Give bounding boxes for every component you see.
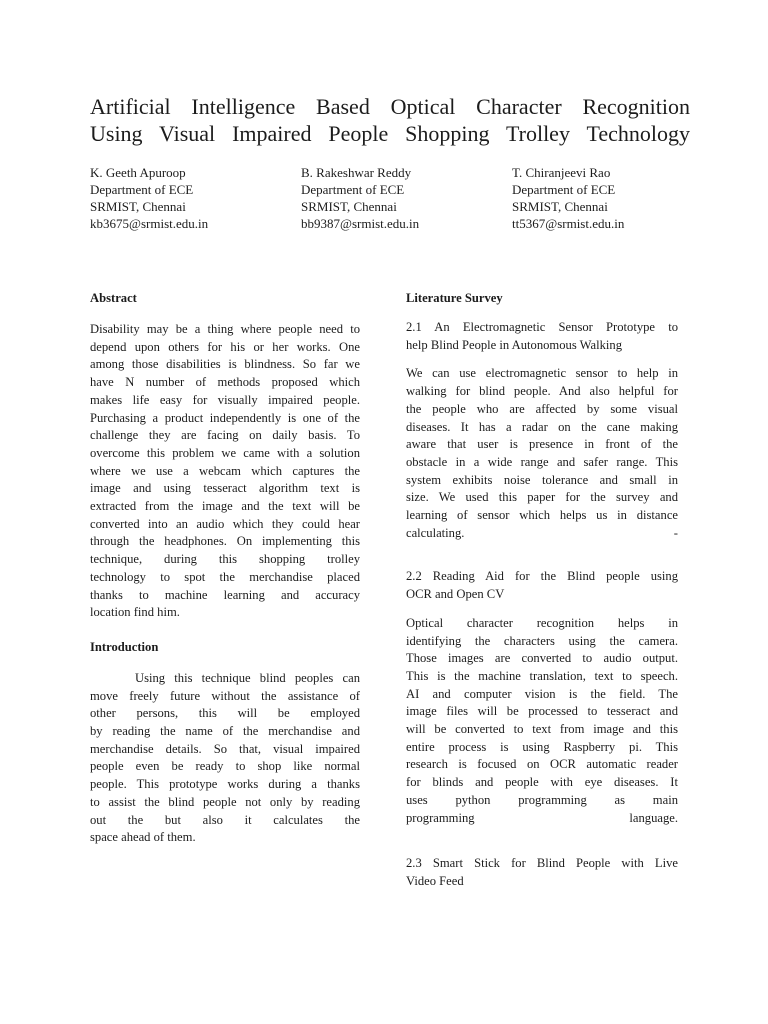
- author-name: K. Geeth Apuroop: [90, 165, 186, 180]
- abstract-heading: Abstract: [90, 291, 137, 305]
- introduction-line: to assist the blind people not only by reading: [90, 794, 360, 809]
- author-department: Department of ECE: [512, 182, 616, 197]
- introduction-line: people even be ready to shop like normal: [90, 759, 360, 774]
- section-line: walking for blind people. And also helpful for: [406, 384, 678, 399]
- section-title-line: Video Feed: [406, 873, 464, 888]
- author-institution: SRMIST, Chennai: [512, 199, 608, 214]
- introduction-heading: Introduction: [90, 639, 159, 654]
- abstract-line: depend upon others for his or her works. One: [90, 339, 360, 354]
- right-column: [406, 290, 678, 891]
- abstract-body: [90, 321, 360, 622]
- section-2-1-body: [406, 365, 678, 542]
- author-department: Department of ECE: [90, 182, 194, 197]
- author-3: [512, 164, 712, 232]
- section-line: entire process is using Raspberry pi. This: [406, 739, 678, 754]
- section-line: research is focused on OCR automatic reader: [406, 757, 678, 772]
- introduction-line: people. This prototype works during a thanks: [90, 777, 360, 792]
- section-line: Optical character recognition helps in: [406, 615, 678, 630]
- section-2-2-body: [406, 615, 678, 827]
- abstract-line: have N number of methods proposed which: [90, 375, 360, 390]
- introduction-line: other persons, this will be employed: [90, 706, 360, 721]
- author-email: bb9387@srmist.edu.in: [301, 216, 420, 231]
- author-name: B. Rakeshwar Reddy: [301, 165, 412, 180]
- section-line: size. We used this paper for the survey and: [406, 490, 678, 505]
- section-line: This is the machine translation, text to speech.: [406, 668, 678, 683]
- section-line: system exhibits noise tolerance and small in: [406, 472, 678, 487]
- section-line: diseases. It has a radar on the cane making: [406, 419, 678, 434]
- paper-title-line: Using Visual Impaired People Shopping Trolley Technology: [90, 121, 690, 146]
- introduction-line: move freely future without the assistance of: [90, 688, 360, 703]
- section-line: learning of sensor which helps us in distance: [406, 508, 678, 523]
- introduction-body: [90, 670, 360, 847]
- abstract-line: Disability may be a thing where people need to: [90, 322, 360, 336]
- introduction-line: Using this technique blind peoples can: [135, 670, 360, 685]
- literature-survey-heading: Literature Survey: [406, 291, 503, 305]
- introduction-line: out the but also it calculates the: [90, 812, 360, 827]
- section-2-1-title: [406, 319, 678, 354]
- paper-title-line: Artificial Intelligence Based Optical Character Recognition: [90, 94, 690, 119]
- author-institution: SRMIST, Chennai: [301, 199, 397, 214]
- section-line: aware that user is presence in front of the: [406, 437, 678, 452]
- introduction-line: by reading the name of the merchandise and: [90, 724, 360, 739]
- section-line: identifying the characters using the camera.: [406, 633, 678, 648]
- section-line: image files will be processed to tesseract and: [406, 704, 678, 719]
- author-name: T. Chiranjeevi Rao: [512, 165, 611, 180]
- author-department: Department of ECE: [301, 182, 405, 197]
- abstract-line: extracted from the image and the text will be: [90, 499, 360, 514]
- abstract-line: technology to spot the merchandise placed: [90, 569, 360, 584]
- section-title-line: help Blind People in Autonomous Walking: [406, 337, 622, 352]
- section-title-line: 2.1 An Electromagnetic Sensor Prototype to: [406, 320, 678, 334]
- section-line: will be converted to text from image and this: [406, 722, 678, 737]
- section-2-2-title: [406, 568, 678, 603]
- section-line: calculating. -: [406, 525, 678, 540]
- left-column: [90, 290, 360, 847]
- author-email: tt5367@srmist.edu.in: [512, 216, 625, 231]
- section-title-line: 2.3 Smart Stick for Blind People with Live: [406, 856, 678, 871]
- section-2-3-title: [406, 855, 678, 890]
- section-line: the people who are affected by some visual: [406, 401, 678, 416]
- section-line: for blinds and people with eye diseases. It: [406, 775, 678, 790]
- section-line: AI and computer vision is the field. The: [406, 686, 678, 701]
- author-institution: SRMIST, Chennai: [90, 199, 186, 214]
- abstract-line: among those disabilities is blindness. So far we: [90, 357, 360, 372]
- abstract-line: through the headphones. On implementing this: [90, 534, 360, 549]
- section-line: programming language.: [406, 810, 678, 825]
- section-title-line: OCR and Open CV: [406, 587, 505, 602]
- abstract-line: where we use a webcam which captures the: [90, 463, 360, 478]
- section-line: obstacle in a wide range and safer range. This: [406, 454, 678, 469]
- abstract-line: challenge they are facing on daily basis. To: [90, 428, 360, 443]
- author-email: kb3675@srmist.edu.in: [90, 216, 209, 231]
- section-title-line: 2.2 Reading Aid for the Blind people using: [406, 569, 678, 584]
- author-2: [301, 164, 501, 232]
- abstract-line: converted into an audio which they could hear: [90, 516, 360, 531]
- introduction-line: merchandise details. So that, visual impaired: [90, 741, 360, 756]
- section-line: uses python programming as main: [406, 792, 678, 807]
- section-line: Those images are converted to audio output.: [406, 651, 678, 666]
- section-line: We can use electromagnetic sensor to help in: [406, 366, 678, 381]
- abstract-line: location find him.: [90, 605, 180, 620]
- abstract-line: Purchasing a product independently is one of the: [90, 410, 360, 425]
- author-1: [90, 164, 290, 232]
- introduction-line: space ahead of them.: [90, 830, 196, 845]
- abstract-line: overcome this problem we came with a solution: [90, 445, 360, 460]
- abstract-line: technique, during this shopping trolley: [90, 552, 360, 567]
- paper-title: [90, 93, 690, 147]
- abstract-line: image and using tesseract algorithm text is: [90, 481, 360, 496]
- abstract-line: makes life easy for visually impaired people.: [90, 392, 360, 407]
- abstract-line: thanks to machine learning and accuracy: [90, 587, 360, 602]
